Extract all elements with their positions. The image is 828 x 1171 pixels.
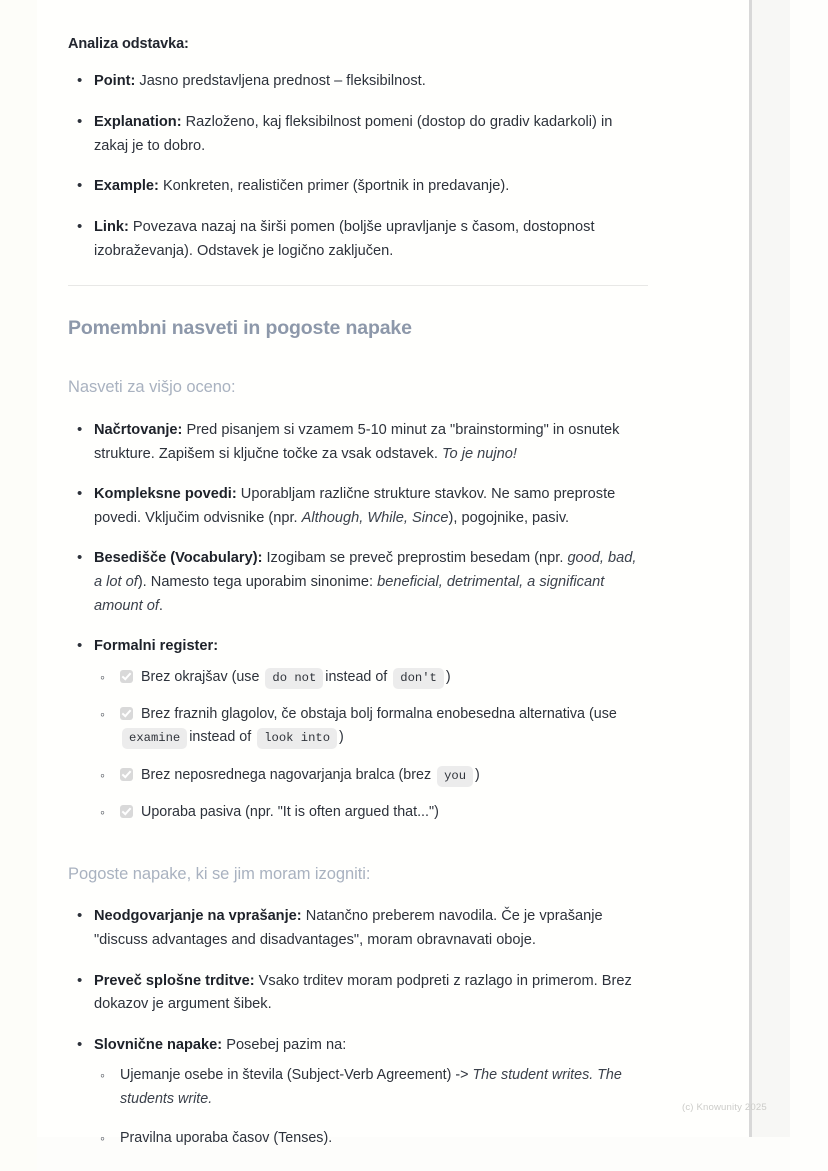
checklist-item[interactable] — [94, 764, 648, 787]
sublist-item-emphasis: The student writes. The students write. — [120, 1067, 622, 1107]
list-item-lead: Explanation: — [94, 113, 182, 130]
list-item-lead: Link: — [94, 218, 129, 235]
list-item-grammar — [68, 1034, 648, 1150]
list-item-emphasis-2: beneficial, detrimental, a significant amount of — [94, 574, 605, 614]
formal-register-checklist — [94, 666, 648, 824]
list-item-text: Izogibam se preveč preprostim besedam (npr. — [262, 550, 568, 567]
checklist-item-text-2: instead of — [325, 669, 388, 686]
list-item-emphasis: good, bad, a lot of — [94, 550, 637, 591]
checklist-item-text: Brez okrajšav (use — [141, 669, 260, 686]
code-token: you — [437, 766, 473, 787]
checklist-item-text: Uporaba pasiva (npr. "It is often argued that...") — [141, 803, 439, 820]
copyright-watermark: (c) Knowunity 2025 — [682, 1102, 767, 1113]
list-item-lead: Neodgovarjanje na vprašanje: — [94, 908, 302, 925]
list-item-text: Razloženo, kaj fleksibilnost pomeni (dostop do gradiv kadarkoli) in zakaj je to dobro. — [94, 113, 613, 154]
checkbox-checked-icon[interactable] — [120, 768, 133, 781]
sublist-item — [94, 1064, 648, 1110]
grammar-sublist — [94, 1064, 648, 1149]
code-token: examine — [122, 728, 187, 749]
left-gutter — [0, 0, 37, 1171]
checklist-item-text-3: ) — [445, 669, 451, 686]
list-item-text: Jasno predstavljena prednost – fleksibilnost. — [135, 73, 426, 90]
checklist-item[interactable] — [94, 703, 648, 749]
list-item-lead: Načrtovanje: — [94, 421, 183, 438]
list-item-lead: Kompleksne povedi: — [94, 486, 237, 503]
list-item-text: Uporabljam različne strukture stavkov. Ne samo preproste povedi. Vključim odvisnike (npr. — [94, 486, 616, 526]
sublist-item — [94, 1127, 648, 1150]
list-item — [68, 483, 648, 530]
list-item — [68, 70, 648, 94]
checklist-item-text: Brez neposrednega nagovarjanja bralca (brez — [141, 766, 432, 783]
tips-list — [68, 419, 648, 824]
list-item-text: Vsako trditev moram podpreti z razlago in primerom. Brez dokazov je argument šibek. — [94, 972, 632, 1013]
list-item — [68, 905, 648, 952]
checklist-item[interactable] — [94, 801, 648, 824]
list-item-text: Posebej pazim na: — [222, 1036, 347, 1053]
list-item — [68, 970, 648, 1017]
list-item-text: Natančno preberem navodila. Če je vprašanje "discuss advantages and disadvantages", moram obravnavati oboje. — [94, 908, 603, 948]
checklist-item[interactable] — [94, 666, 648, 689]
list-item-lead: Slovnične napake: — [94, 1036, 223, 1053]
list-item-lead: Example: — [94, 178, 159, 195]
paragraph-analysis-title: Analiza odstavka: — [68, 36, 189, 52]
list-item-text-end: . — [158, 597, 163, 614]
document-content — [68, 34, 648, 1166]
list-item-formal-register — [68, 635, 648, 823]
list-item-text: Povezava nazaj na širši pomen (boljše upravljanje s časom, dostopnost izobraževanja). Odstavek je logično zaključen. — [94, 218, 595, 259]
list-item-text: Pred pisanjem si vzamem 5-10 minut za "brainstorming" in osnutek strukture. Zapišem si ključne točke za vsak odstavek. — [94, 421, 620, 462]
tips-subheading: Nasveti za višjo oceno: — [68, 378, 236, 397]
list-item-emphasis: To je nujno! — [441, 445, 517, 462]
checkbox-checked-icon[interactable] — [120, 707, 133, 720]
right-margin-panel — [752, 0, 790, 1137]
list-item — [68, 419, 648, 466]
list-item-lead: Formalni register: — [94, 638, 219, 655]
checklist-item-text-3: ) — [339, 729, 344, 746]
mistakes-subheading: Pogoste napake, ki se jim moram izogniti: — [68, 864, 371, 883]
list-item-lead: Point: — [94, 73, 136, 90]
list-item-text-cont: ). Namesto tega uporabim sinonime: — [137, 574, 378, 591]
list-item — [68, 175, 648, 199]
checkbox-checked-icon[interactable] — [120, 805, 133, 818]
list-item-emphasis: Although, While, Since — [301, 509, 449, 526]
list-item — [68, 547, 648, 618]
list-item-lead: Besedišče (Vocabulary): — [94, 550, 263, 567]
list-item-lead: Preveč splošne trditve: — [94, 972, 255, 989]
sublist-item-text: Ujemanje osebe in števila (Subject-Verb Agreement) -> — [120, 1067, 473, 1084]
sublist-item-text: Pravilna uporaba časov (Tenses). — [120, 1129, 333, 1146]
list-item — [68, 216, 648, 263]
list-item — [68, 111, 648, 158]
list-item-text-cont: ), pogojnike, pasiv. — [448, 509, 570, 526]
checkbox-checked-icon[interactable] — [120, 670, 133, 683]
code-token: look into — [257, 728, 337, 749]
list-item-text: Konkreten, realističen primer (športnik in predavanje). — [158, 178, 510, 195]
checklist-item-text-2: instead of — [189, 729, 252, 746]
code-token: don't — [393, 668, 444, 689]
checklist-item-text: Brez fraznih glagolov, če obstaja bolj formalna enobesedna alternativa (use — [141, 706, 617, 723]
code-token: do not — [265, 668, 323, 689]
analysis-list — [68, 70, 648, 263]
checklist-item-text-3: ) — [475, 766, 480, 783]
mistakes-list — [68, 905, 648, 1150]
section-heading: Pomembni nasveti in pogoste napake — [68, 317, 412, 340]
section-divider — [68, 285, 648, 286]
